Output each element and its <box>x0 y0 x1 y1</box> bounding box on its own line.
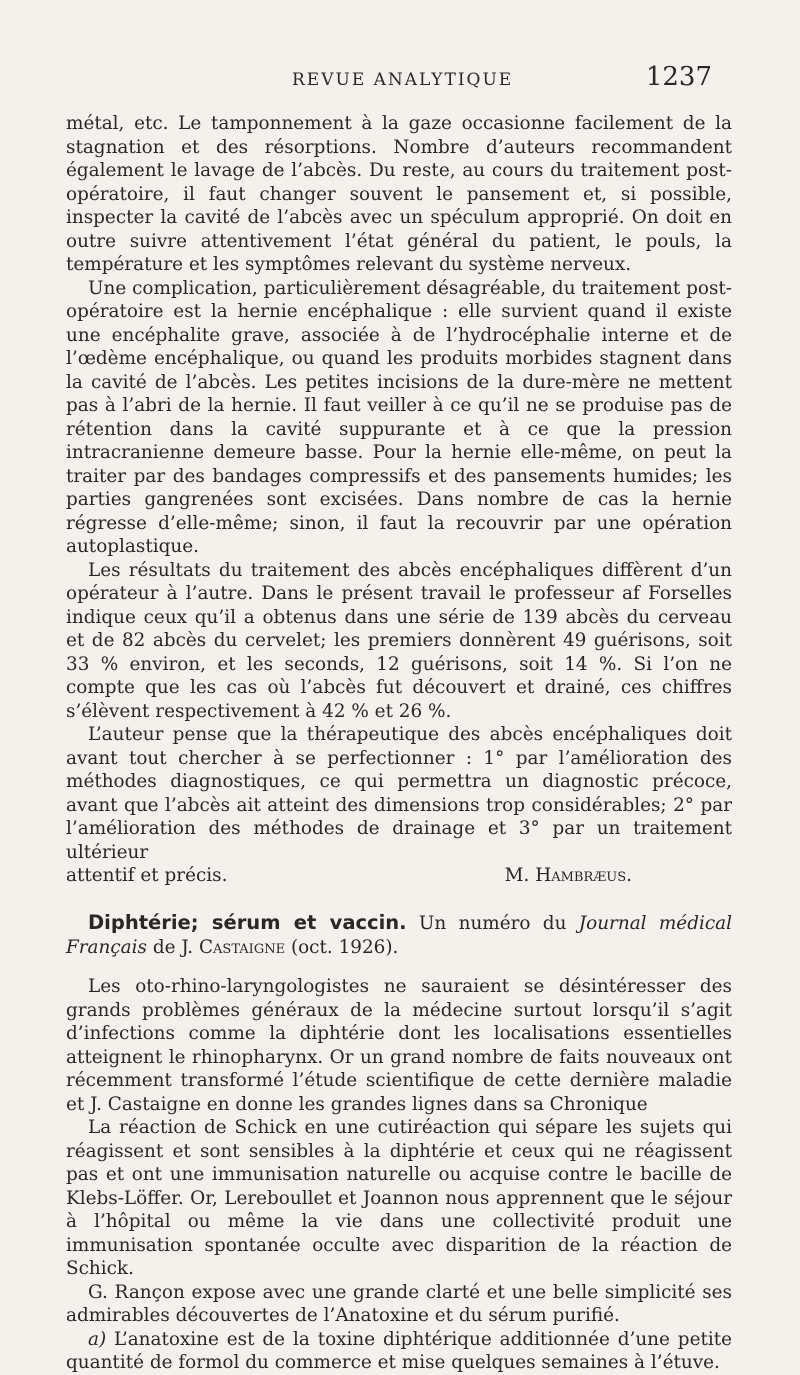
page-header <box>64 60 712 96</box>
section-intro: Un numéro du <box>418 913 567 934</box>
list-text: L’anatoxine est de la toxine diphtérique additionnée d’une petite quantité de formol du commerce et mise quelques semaines à l’étuve. <box>66 1328 732 1373</box>
page-number: 1237 <box>645 62 712 92</box>
running-head: REVUE ANALYTIQUE <box>292 70 514 90</box>
article-body <box>66 112 732 1375</box>
paragraph: La réaction de Schick en une cutiréaction qui sépare les sujets qui réagissent et sont sensibles à la diphtérie et ceux qui ne réagissent pas et ont une immunisation naturelle ou acquise contre le bacille de Klebs-Löffer. Or, Lereboullet et Joannon nous apprennent que le séjour à l’hôpital ou même la vie dans une collectivité produit une immunisation spontanée occulte avec disparition de la réaction de Schick. <box>66 1117 732 1279</box>
paragraph: Une complication, particulièrement désagréable, du traitement post-opératoire est la hernie encéphalique : elle survient quand il existe une encéphalite grave, associée à de l’hydrocéphalie interne et de l’œdème encéphalique, ou quand les produits morbides stagnent dans la cavité de l’abcès. Les petites incisions de la dure-mère ne mettent pas à l’abri de la hernie. Il faut veiller à ce qu’il ne se produise pas de rétention dans la cavité suppurante et à ce que la pression intracranienne demeure basse. Pour la hernie elle-même, on peut la traiter par des bandages compressifs et des pansements humides; les parties gangrenées sont excisées. Dans nombre de cas la hernie régresse d’elle-même; sinon, il faut la recouvrir par une opération autoplastique. <box>66 277 732 557</box>
list-label: a) <box>88 1328 107 1350</box>
paragraph <box>66 1328 732 1375</box>
section-heading <box>66 911 732 959</box>
author-signature: M. Hambræus. <box>504 865 632 886</box>
paragraph: Les résultats du traitement des abcès encéphaliques diffèrent d’un opérateur à l’autre. Dans le présent travail le professeur af Forselles indique ceux qu’il a obtenus dans une série de 139 abcès du cerveau et de 82 abcès du cervelet; les premiers donnèrent 49 guérisons, soit 33 % environ, et les seconds, 12 guérisons, soit 14 %. Si l’on ne compte que les cas où l’abcès fut découvert et drainé, ces chiffres s’élèvent respectivement à 42 % et 26 %. <box>66 559 732 722</box>
paragraph: Les oto-rhino-laryngologistes ne sauraient se désintéresser des grands problèmes généraux de la médecine surtout lorsqu’il s’agit d’infections comme la diphtérie dont les localisations essentielles atteignent le rhinopharynx. Or un grand nombre de faits nouveaux ont récemment transformé l’étude scientifique de cette dernière maladie et J. Castaigne en donne les grandes lignes dans sa Chronique <box>66 976 732 1115</box>
paragraph-end: attentif et précis. <box>66 865 228 886</box>
paragraph: G. Rançon expose avec une grande clarté et une belle simplicité ses admirables découvertes de l’Anatoxine et du sérum purifié. <box>66 1281 732 1326</box>
author-prefix: de J. <box>152 936 194 958</box>
journal-title: Journal médical Français <box>66 913 732 958</box>
signature-line <box>66 864 732 911</box>
paragraph: métal, etc. Le tamponnement à la gaze occasionne facilement de la stagnation et des résorptions. Nombre d’auteurs recommandent également le lavage de l’abcès. Du reste, au cours du traitement post-opératoire, il faut changer souvent le pansement et, si possible, inspecter la cavité de l’abcès avec un spéculum approprié. On doit en outre suivre attentivement l’état général du patient, le pouls, la température et les symptômes relevant du système nerveux. <box>66 113 732 275</box>
section-author: Castaigne <box>198 936 286 958</box>
section-date: (oct. 1926). <box>290 936 399 958</box>
paragraph: L’auteur pense que la thérapeutique des abcès encéphaliques doit avant tout chercher à se perfectionner : 1° par l’amélioration des méthodes diagnostiques, ce qui permettra un diagnostic précoce, avant que l’abcès ait atteint des dimensions trop considérables; 2° par l’amélioration des méthodes de drainage et 3° par un traitement ultérieur <box>66 724 732 863</box>
section-title: Diphtérie; sérum et vaccin. <box>88 911 407 934</box>
